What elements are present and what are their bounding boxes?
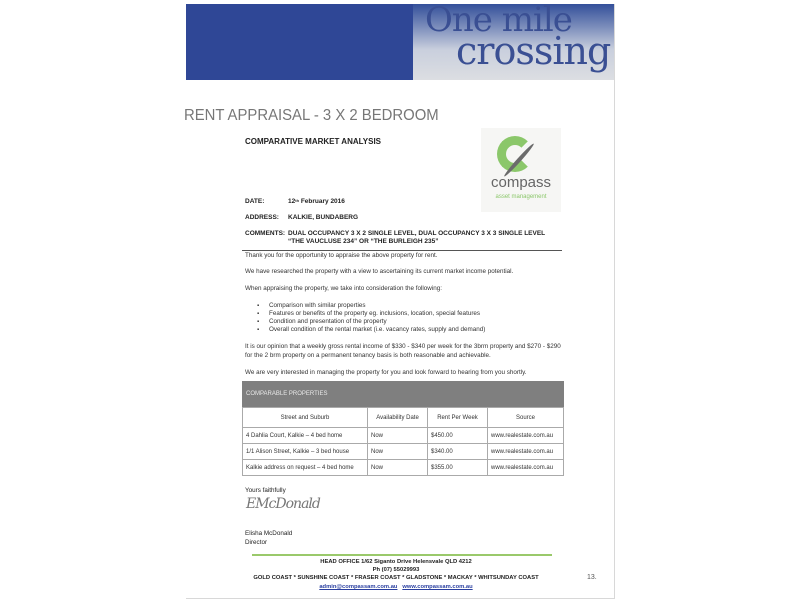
salutation: Yours faithfully [245, 487, 286, 494]
list-item: ▪ Overall condition of the rental market (i.e. vacancy rates, supply and demand) [257, 326, 485, 334]
footer-divider [252, 554, 552, 556]
list-item: ▪ Features or benefits of the property eg. inclusions, location, special features [257, 310, 485, 318]
cell-street: 4 Dahlia Court, Kalkie – 4 bed home [243, 428, 368, 444]
list-item: ▪ Condition and presentation of the property [257, 318, 485, 326]
signature: EMcDonald [246, 496, 320, 512]
footer-phone: Ph (07) 55029993 [372, 567, 420, 573]
comments-line-2: “THE VAUCLUSE 234” OR “THE BURLEIGH 235” [288, 238, 439, 245]
cell-rent: $355.00 [428, 460, 488, 476]
brand-line-2: crossing [456, 29, 611, 73]
footer-links [226, 584, 566, 590]
consideration-list [257, 302, 485, 334]
comparable-properties-table [242, 407, 564, 476]
table-header-row [243, 408, 564, 428]
date-value [288, 198, 345, 205]
address-label: ADDRESS: [245, 214, 279, 221]
researched-paragraph: We have researched the property with a view to ascertaining its current market income potential. [245, 268, 514, 275]
table-row [243, 460, 564, 476]
cell-rent: $450.00 [428, 428, 488, 444]
considering-paragraph: When appraising the property, we take into consideration the following: [245, 285, 442, 292]
comments-label: COMMENTS: [245, 230, 286, 237]
signatory-name: Elisha McDonald [245, 530, 293, 537]
column-header: Availability Date [368, 408, 428, 428]
logo-wordmark: compass [490, 174, 552, 191]
cell-source: www.realestate.com.au [488, 444, 564, 460]
logo-tagline: asset management [495, 194, 547, 200]
footer-regions: GOLD COAST * SUNSHINE COAST * FRASER COAST * GLADSTONE * MACKAY * WHITSUNDAY COAST [253, 575, 539, 581]
compass-logo [481, 128, 561, 212]
banner-blue-block [186, 4, 413, 80]
header-banner [186, 0, 614, 80]
thanks-paragraph: Thank you for the opportunity to appraise the above property for rent. [245, 252, 438, 259]
address-value: KALKIE, BUNDABERG [288, 214, 359, 221]
one-mile-crossing-logo [413, 0, 614, 80]
cell-street: 1/1 Alison Street, Kalkie – 3 bed house [243, 444, 368, 460]
cell-availability: Now [368, 460, 428, 476]
table-title: COMPARABLE PROPERTIES [246, 391, 328, 397]
opinion-paragraph: It is our opinion that a weekly gross rental income of $330 - $340 per week for the 3brm property and $270 - $290 for the 2 brm property on a permanent tenancy basis is both reasonable and achievable. [245, 343, 561, 359]
cell-rent: $340.00 [428, 444, 488, 460]
comments-line-1: DUAL OCCUPANCY 3 X 2 SINGLE LEVEL, DUAL OCCUPANCY 3 X 3 SINGLE LEVEL [288, 230, 546, 237]
cell-availability: Now [368, 444, 428, 460]
table-row [243, 428, 564, 444]
page-title: RENT APPRAISAL - 3 X 2 BEDROOM [184, 107, 439, 124]
page-number: 13. [587, 574, 597, 581]
interested-paragraph: We are very interested in managing the property for you and look forward to hearing from you shortly. [245, 369, 527, 376]
cell-source: www.realestate.com.au [488, 460, 564, 476]
date-day: 12 [288, 198, 296, 205]
brand-line-1: One mile [425, 0, 572, 40]
column-header: Source [488, 408, 564, 428]
date-suffix: th [295, 198, 300, 203]
cell-street: Kalkie address on request – 4 bed home [243, 460, 368, 476]
column-header: Street and Suburb [243, 408, 368, 428]
signatory-role: Director [245, 539, 268, 546]
cell-availability: Now [368, 428, 428, 444]
table-title-bar [242, 381, 564, 407]
date-month-year: February 2016 [299, 198, 345, 205]
table-row [243, 444, 564, 460]
website-link[interactable]: www.compassam.com.au [402, 584, 473, 590]
date-label: DATE: [245, 198, 265, 205]
document-page [184, 0, 615, 599]
section-subtitle: COMPARATIVE MARKET ANALYSIS [245, 137, 382, 146]
list-item: ▪ Comparison with similar properties [257, 302, 485, 310]
cell-source: www.realestate.com.au [488, 428, 564, 444]
email-link[interactable]: admin@compassam.com.au [319, 584, 398, 590]
footer-head-office: HEAD OFFICE 1/62 Siganto Drive Helensvale QLD 4212 [320, 559, 472, 565]
column-header: Rent Per Week [428, 408, 488, 428]
